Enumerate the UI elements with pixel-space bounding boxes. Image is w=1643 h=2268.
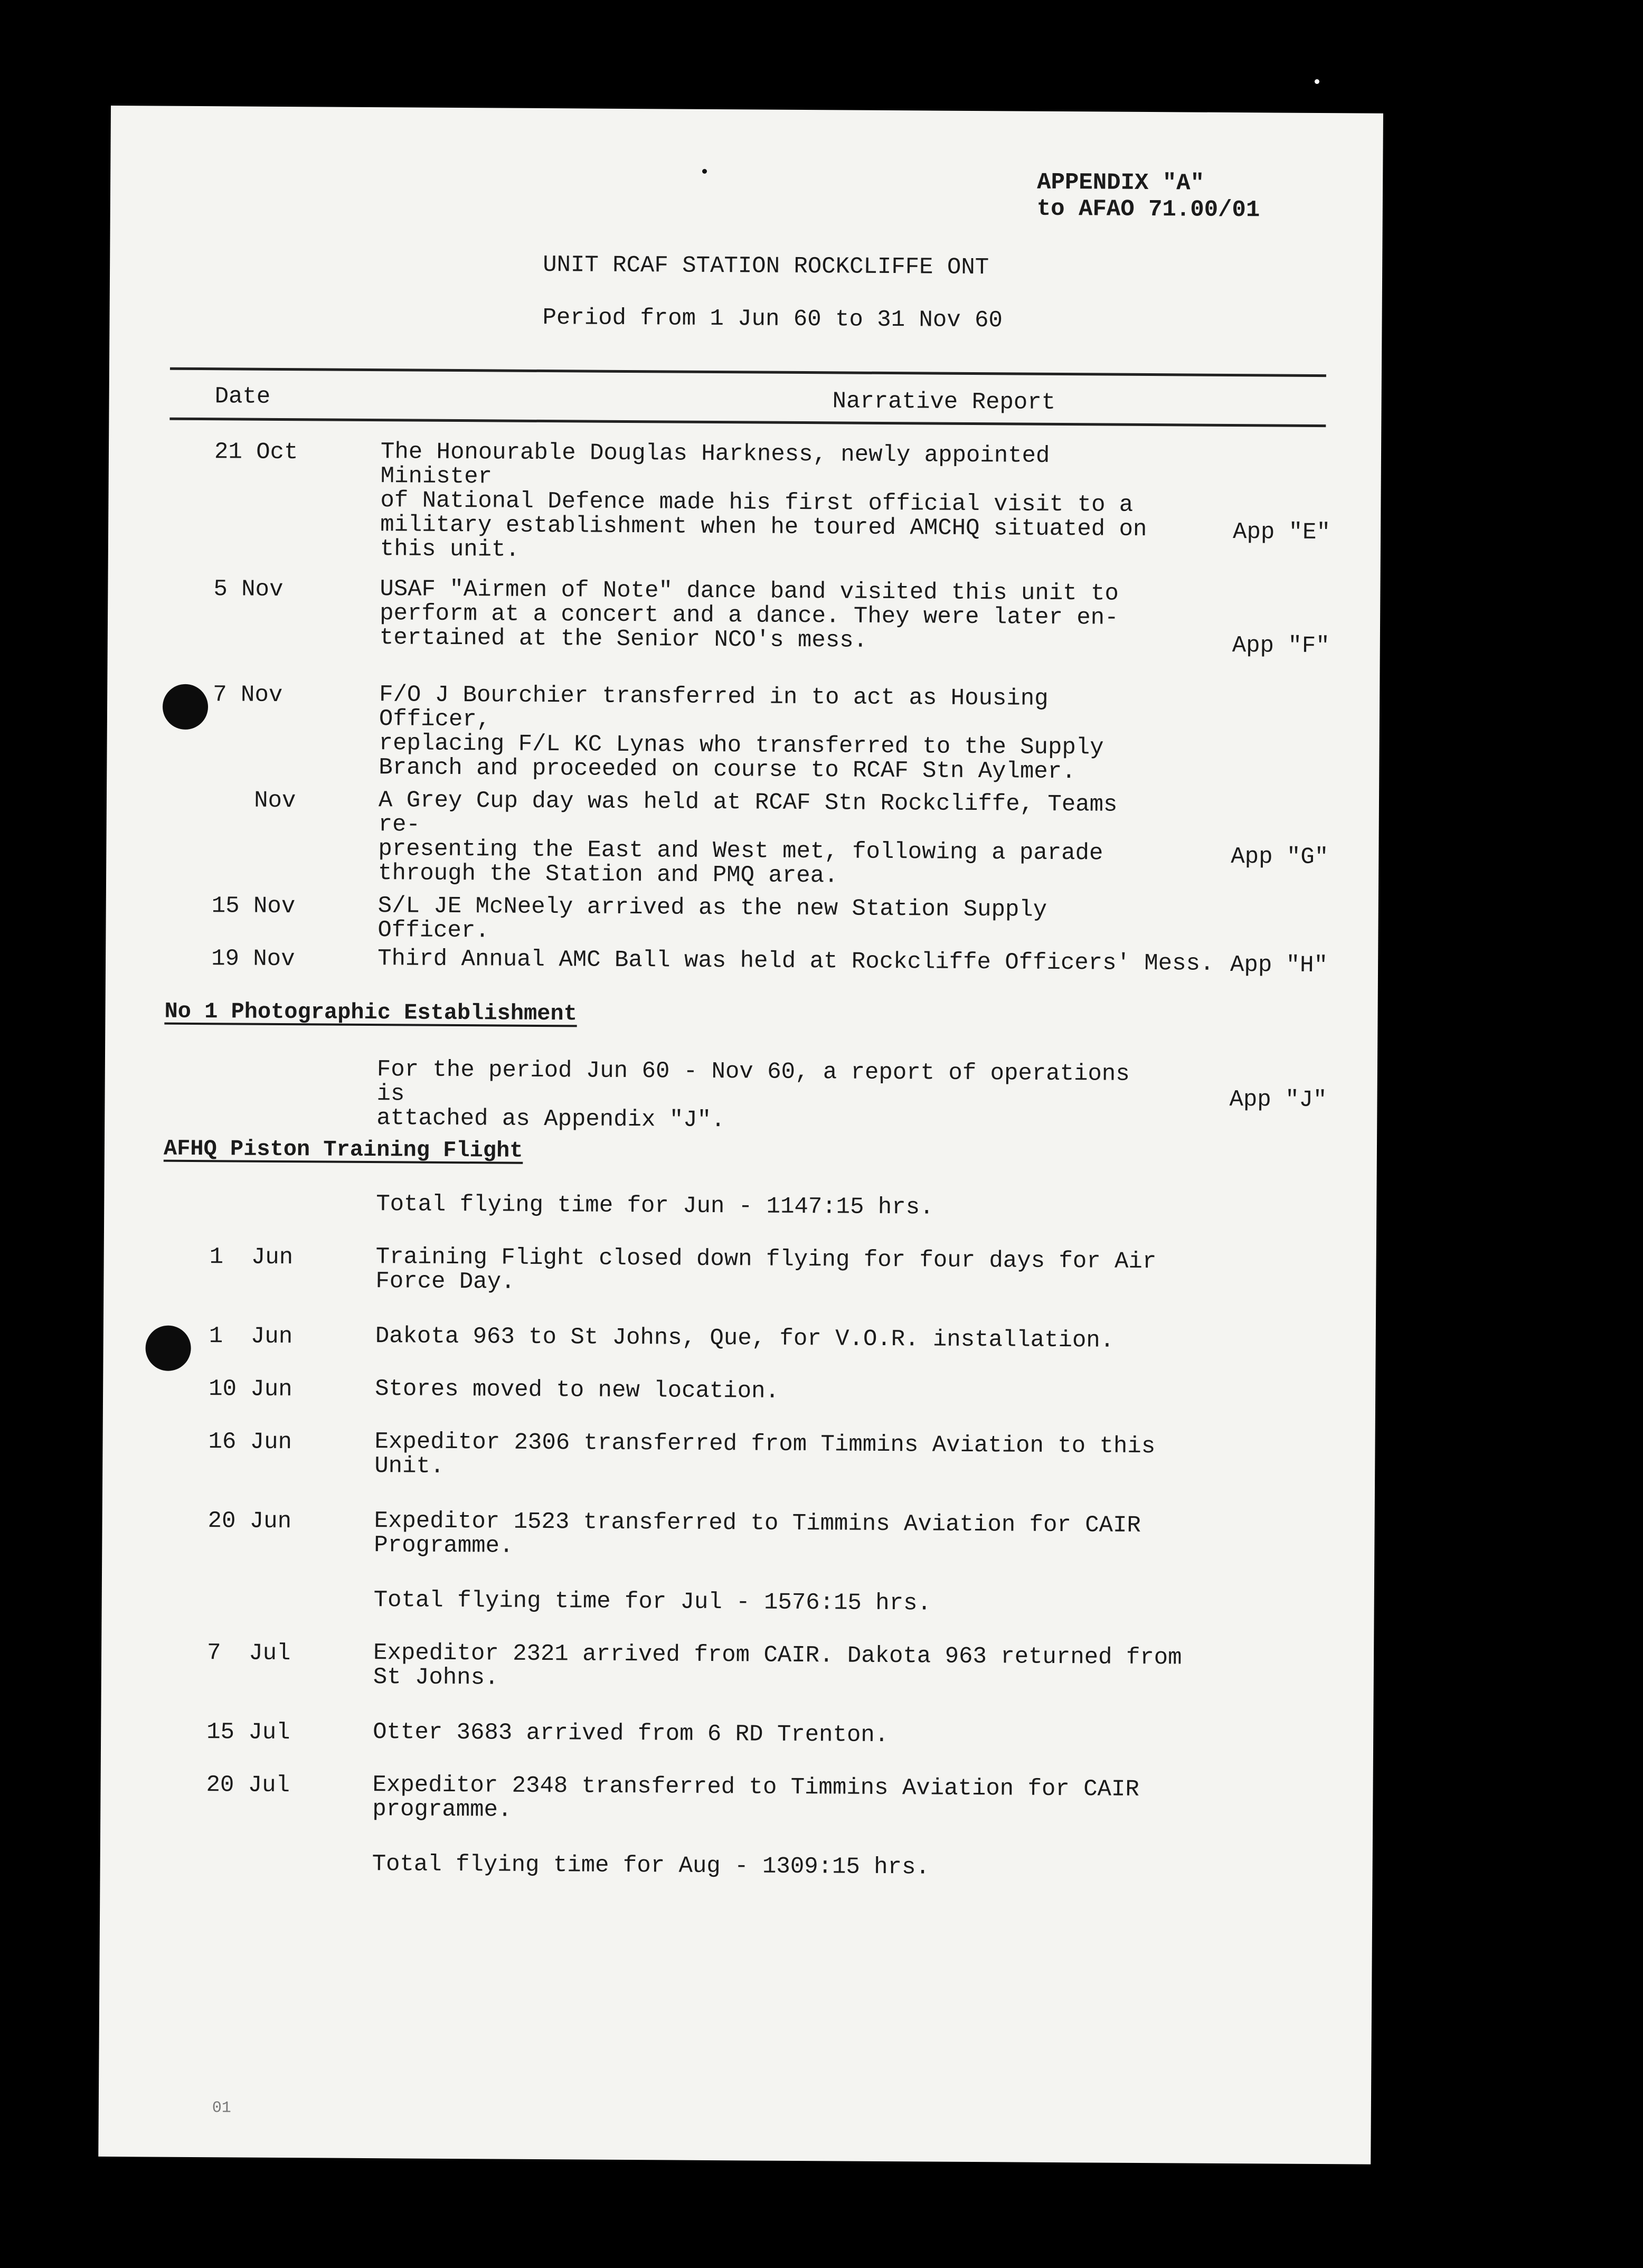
entry-row <box>107 681 1380 786</box>
appendix-line-2: to AFAO 71.00/01 <box>1036 195 1260 224</box>
entry-appendix-ref: App "G" <box>1231 843 1329 871</box>
entry-row <box>105 1056 1377 1134</box>
entry-row <box>103 1322 1376 1354</box>
entry-appendix-ref: App "J" <box>1229 1086 1327 1114</box>
entry-narrative: Stores moved to new location. <box>375 1376 780 1405</box>
column-header-narrative: Narrative Report <box>832 388 1056 416</box>
entry-date: 7 Nov <box>213 682 283 709</box>
entry-date: 1 Jun <box>209 1244 294 1271</box>
entry-row <box>101 1718 1373 1749</box>
entry-row <box>100 1850 1373 1881</box>
table-header-rule <box>169 418 1326 427</box>
entry-date: 15 Jul <box>206 1719 290 1746</box>
unit-title: UNIT RCAF STATION ROCKCLIFFE ONT <box>543 252 989 281</box>
entry-row <box>101 1639 1374 1691</box>
entry-date: 10 Jun <box>208 1376 292 1403</box>
entry-date: 1 Jun <box>209 1323 293 1350</box>
entry-narrative: Expeditor 2348 transferred to Timmins Aviation for CAIR programme. <box>372 1772 1139 1823</box>
period-line: Period from 1 Jun 60 to 31 Nov 60 <box>542 305 1003 334</box>
section-heading-afhq: AFHQ Piston Training Flight <box>163 1136 523 1164</box>
punch-hole <box>145 1325 191 1371</box>
entry-row <box>104 1243 1376 1296</box>
entry-date: 19 Nov <box>211 946 295 973</box>
entry-narrative: Otter 3683 arrived from 6 RD Trenton. <box>373 1719 889 1749</box>
table-top-rule <box>170 367 1326 377</box>
entry-appendix-ref: App "H" <box>1230 951 1328 979</box>
column-header-date: Date <box>214 383 271 410</box>
entry-narrative: For the period Jun 60 - Nov 60, a report of operations is attached as Appendix "J". <box>376 1056 1130 1134</box>
entry-row <box>106 945 1378 979</box>
entry-row <box>104 1190 1376 1221</box>
entry-narrative: Expeditor 1523 transferred to Timmins Aviation for CAIR Programme. <box>374 1508 1141 1560</box>
page-mark: 01 <box>212 2099 231 2118</box>
section-heading-photographic: No 1 Photographic Establishment <box>164 998 577 1027</box>
entry-date: 21 Oct <box>214 439 298 466</box>
entry-date: 20 Jun <box>207 1508 292 1535</box>
entry-narrative: Total flying time for Aug - 1309:15 hrs. <box>372 1851 930 1881</box>
entry-narrative: S/L JE McNeely arrived as the new Station Supply Officer. <box>377 893 1047 944</box>
entry-narrative: Total flying time for Jun - 1147:15 hrs. <box>376 1191 934 1221</box>
appendix-line-1: APPENDIX "A" <box>1036 169 1205 197</box>
entry-narrative: The Honourable Douglas Harkness, newly appointed Minister of National Defence made his first official visit to a military establishment when he toured AMCHQ situated on this unit. <box>380 439 1147 563</box>
entry-narrative: Expeditor 2306 transferred from Timmins Aviation to this Unit. <box>374 1429 1156 1480</box>
entry-row <box>101 1771 1373 1823</box>
entry-row <box>102 1507 1375 1560</box>
entry-date: 16 Jun <box>208 1429 292 1456</box>
entry-date: 5 Nov <box>213 576 284 603</box>
entry-narrative: Total flying time for Jul - 1576:15 hrs. <box>373 1587 932 1617</box>
entry-narrative: Third Annual AMC Ball was held at Rockcliffe Officers' Mess. <box>377 946 1214 977</box>
film-speck <box>1315 79 1319 84</box>
entry-row <box>107 787 1379 890</box>
appendix-reference <box>1037 169 1260 224</box>
entry-row <box>106 892 1378 944</box>
entry-appendix-ref: App "E" <box>1232 518 1331 546</box>
entry-narrative: F/O J Bourchier transferred in to act as Housing Officer, replacing F/L KC Lynas who transferred to the Supply Branch and proceeded on course to RCAF Stn Aylmer. <box>379 682 1104 786</box>
entry-row <box>103 1375 1375 1405</box>
entry-narrative: Dakota 963 to St Johns, Que, for V.O.R. installation. <box>375 1323 1115 1354</box>
document-page <box>98 106 1383 2165</box>
entry-narrative: A Grey Cup day was held at RCAF Stn Rockcliffe, Teams re- presenting the East and West met, following a parade through the Station and PMQ area. <box>377 787 1118 890</box>
film-speck <box>702 169 707 174</box>
entry-narrative: USAF "Airmen of Note" dance band visited this unit to perform at a concert and a dance. They were later en- tertained at the Senior NCO's mess. <box>379 576 1119 654</box>
entry-row <box>102 1586 1374 1617</box>
entry-row <box>103 1428 1375 1480</box>
entry-date: 15 Nov <box>211 893 296 920</box>
entry-row <box>109 438 1381 563</box>
entry-appendix-ref: App "F" <box>1232 632 1330 660</box>
entry-date: Nov <box>212 787 296 815</box>
entry-narrative: Expeditor 2321 arrived from CAIR. Dakota 963 returned from St Johns. <box>373 1640 1182 1691</box>
punch-hole <box>163 684 209 730</box>
entry-date: 20 Jul <box>206 1772 290 1799</box>
entry-row <box>108 575 1381 660</box>
entry-date: 7 Jul <box>206 1640 291 1667</box>
entry-narrative: Training Flight closed down flying for four days for Air Force Day. <box>375 1244 1157 1296</box>
